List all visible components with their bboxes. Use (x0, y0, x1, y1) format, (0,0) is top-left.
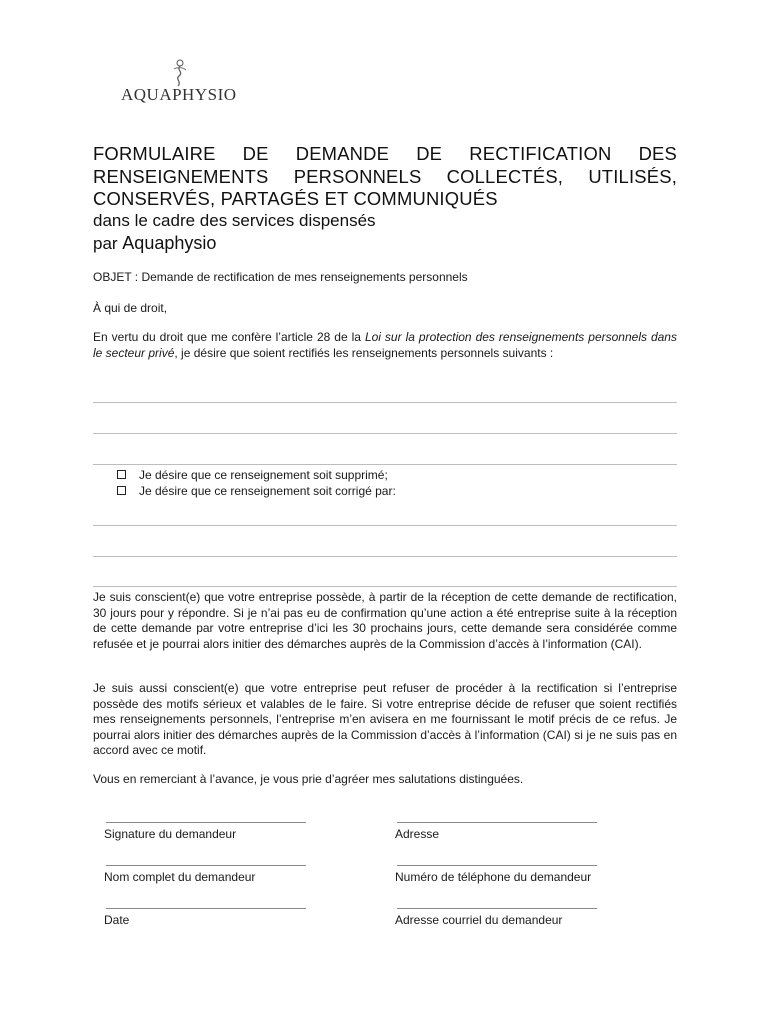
email-field[interactable] (395, 908, 605, 928)
objet-line: OBJET : Demande de rectification de mes renseignements personnels (93, 270, 468, 284)
swimmer-icon (166, 58, 194, 88)
fill-line-1[interactable] (93, 402, 677, 403)
signature-field[interactable] (104, 822, 314, 842)
subtitle-line-1: dans le cadre des services dispensés (93, 211, 376, 230)
signature-line[interactable] (106, 822, 306, 823)
fill-line-2[interactable] (93, 433, 677, 434)
fill-line-4[interactable] (93, 525, 677, 526)
aquaphysio-logo (118, 58, 248, 108)
correct-checkbox[interactable] (117, 486, 126, 495)
full-name-label: Nom complet du demandeur (104, 870, 256, 884)
full-name-line[interactable] (106, 865, 306, 866)
subtitle-line-2: par Aquaphysio (93, 233, 217, 253)
title-line-3: CONSERVÉS, PARTAGÉS ET COMMUNIQUÉS (93, 188, 498, 209)
phone-label: Numéro de téléphone du demandeur (395, 870, 592, 884)
intro-paragraph: En vertu du droit que me confère l’article 28 de la Loi sur la protection des renseignements personnels dans le secteur privé, je désire que soient rectifiés les renseignements personnels suivants : (93, 330, 677, 360)
date-label: Date (104, 913, 130, 927)
law-name: Loi sur la protection des renseignements personnels dans le secteur privé (93, 330, 677, 360)
date-field[interactable] (104, 908, 314, 928)
salutation: À qui de droit, (93, 301, 168, 315)
signature-label: Signature du demandeur (104, 827, 237, 841)
address-line[interactable] (397, 822, 597, 823)
fill-line-5[interactable] (93, 556, 677, 557)
fill-line-3[interactable] (93, 464, 677, 465)
option-delete-label: Je désire que ce renseignement soit supprimé; (139, 468, 388, 482)
subtitle (93, 210, 376, 255)
title-line-1: FORMULAIRE DE DEMANDE DE RECTIFICATION DES (93, 143, 677, 164)
brand-name: Aquaphysio (122, 233, 217, 253)
delete-checkbox[interactable] (117, 470, 126, 479)
paragraph-refusal: Je suis aussi conscient(e) que votre entreprise peut refuser de procéder à la rectification si l’entreprise possède des motifs sérieux et valables de le faire. Si votre entreprise décide de refuser que soient rectifiés mes renseignements personnels, l’entreprise m’en avisera en me fournissant le motif précis de ce refus. Je pourrai alors initier des démarches auprès de la Commission d’accès à l’information (CAI) si je ne suis pas en accord avec ce motif. (93, 681, 677, 757)
phone-line[interactable] (397, 865, 597, 866)
option-correct[interactable] (117, 484, 396, 499)
email-label: Adresse courriel du demandeur (395, 913, 563, 927)
email-line[interactable] (397, 908, 597, 909)
option-correct-label: Je désire que ce renseignement soit corrigé par: (139, 484, 396, 498)
logo-text: AQUAPHYSIO (121, 85, 237, 104)
date-line[interactable] (106, 908, 306, 909)
title-line-2: RENSEIGNEMENTS PERSONNELS COLLECTÉS, UTILISÉS, (93, 165, 677, 187)
address-label: Adresse (395, 827, 440, 841)
phone-field[interactable] (395, 865, 605, 885)
address-field[interactable] (395, 822, 605, 842)
closing-line: Vous en remerciant à l’avance, je vous prie d’agréer mes salutations distinguées. (93, 772, 524, 786)
page-title (93, 143, 677, 211)
fill-line-6[interactable] (93, 586, 677, 587)
full-name-field[interactable] (104, 865, 314, 885)
paragraph-delay: Je suis conscient(e) que votre entreprise possède, à partir de la réception de cette demande de rectification, 30 jours pour y répondre. Si je n’ai pas eu de confirmation qu’une action a été entreprise suite à la réception de cette demande par votre entreprise d’ici les 30 prochains jours, cette demande sera considérée comme refusée et je pourrai alors initier des démarches auprès de la Commission d’accès à l’information (CAI). (93, 590, 677, 651)
option-delete[interactable] (117, 468, 388, 483)
